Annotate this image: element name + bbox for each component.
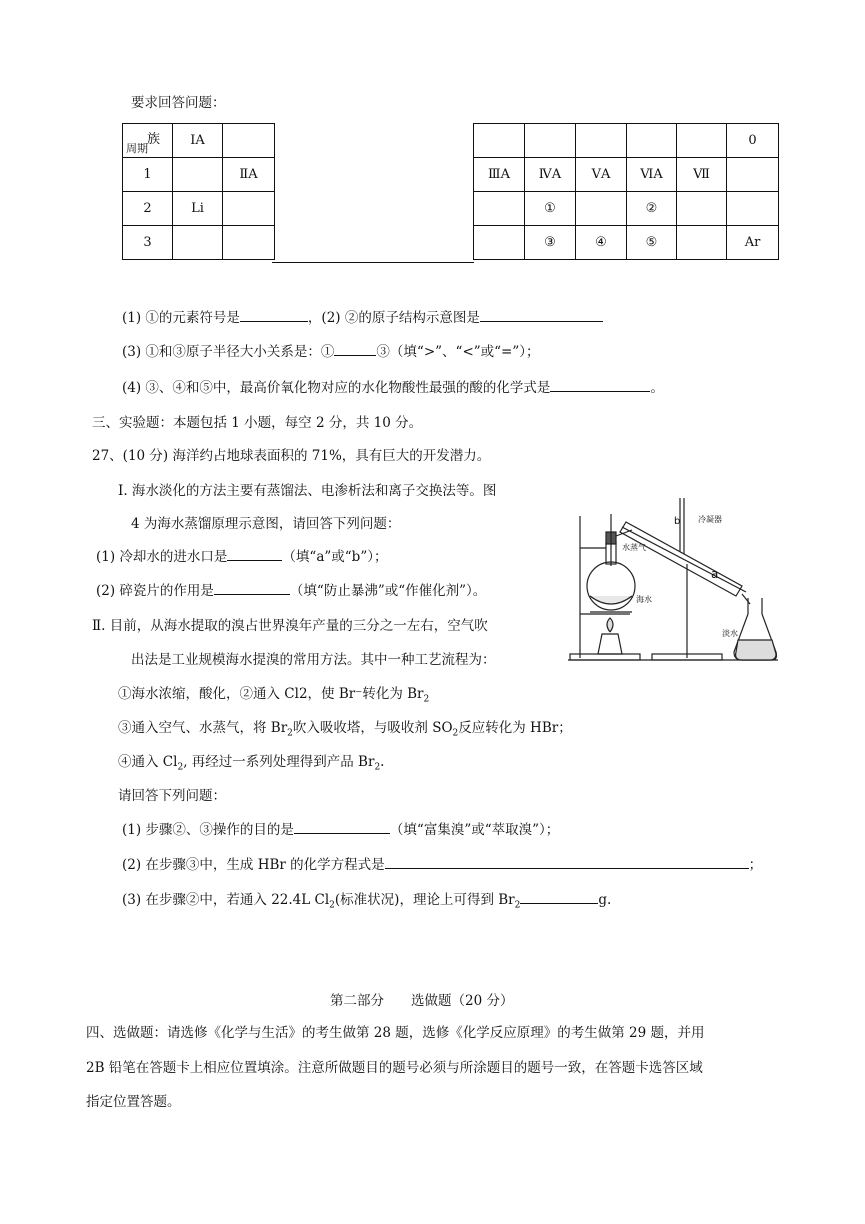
q27-a2 — [122, 853, 762, 873]
corner-period-label: 周期 — [126, 142, 148, 155]
answer-blank[interactable] — [294, 819, 390, 834]
step-text: , 再经过一系列处理得到产品 Br — [183, 754, 375, 770]
condenser-outer — [620, 522, 742, 596]
periodic-table-right — [473, 123, 779, 260]
intro-text: 要求回答问题： — [131, 95, 226, 111]
q26-text: ③（填“>”、“<”或“=”）； — [376, 344, 540, 360]
table-cell: ⅤA — [576, 158, 627, 192]
table-cell — [474, 124, 525, 158]
table-cell: ⅡA — [223, 158, 275, 192]
subscript: 2 — [374, 762, 381, 773]
q27-ask: 请回答下列问题： — [118, 788, 226, 804]
label-seawater: 海水 — [636, 595, 652, 604]
step4 — [118, 750, 384, 773]
adapter-tip — [742, 594, 750, 604]
answer-blank[interactable] — [227, 546, 282, 561]
answer-blank[interactable] — [480, 307, 603, 322]
table-bottom-line — [272, 262, 474, 263]
table-cell — [173, 226, 223, 260]
table-cell: ① — [525, 192, 576, 226]
step-text: ③通入空气、水蒸气，将 Br — [118, 720, 288, 736]
label-vapor: 水蒸气 — [622, 543, 646, 552]
q27-text: （填“防止暴沸”或“作催化剂”）。 — [289, 583, 487, 599]
q26-text: (3) ①和③原子半径大小关系是：① — [122, 344, 335, 360]
q26-text: ，(2) ②的原子结构示意图是 — [307, 310, 480, 326]
subscript: 2 — [452, 728, 459, 739]
table-cell: ③ — [525, 226, 576, 260]
q27-a3 — [122, 888, 611, 911]
q27-text: ； — [748, 857, 763, 873]
table-cell — [474, 226, 525, 260]
label-b: b — [674, 516, 681, 527]
label-a: a — [711, 567, 719, 581]
answer-blank[interactable] — [334, 341, 376, 356]
table-cell — [223, 226, 275, 260]
answer-blank[interactable] — [550, 377, 650, 392]
subscript: 2 — [423, 694, 430, 705]
q27-text: (1) 步骤②、③操作的目的是 — [122, 822, 294, 838]
period-cell: 2 — [123, 192, 173, 226]
distillation-apparatus-figure — [566, 494, 780, 666]
answer-blank[interactable] — [240, 307, 308, 322]
table-cell: Ⅶ — [677, 158, 727, 192]
step-text: 反应转化为 HBr； — [458, 720, 572, 736]
q27-part2-line2: 出法是工业规模海水提溴的常用方法。其中一种工艺流程为： — [131, 652, 496, 668]
q27-q2 — [96, 579, 486, 599]
section3-heading: 三、实验题：本题包括 1 小题，每空 2 分，共 10 分。 — [92, 415, 423, 431]
q27-part2-line1: Ⅱ. 目前，从海水提取的溴占世界溴年产量的三分之一左右，空气吹 — [92, 618, 488, 634]
label-condenser: 冷凝器 — [698, 515, 722, 524]
flame — [607, 618, 613, 632]
q26-text: 。 — [650, 380, 664, 396]
table-corner — [123, 124, 173, 158]
q27-text: g. — [598, 892, 612, 908]
q27-a1 — [122, 818, 559, 838]
part2-para-line1: 四、选做题：请选修《化学与生活》的考生做第 28 题，选修《化学反应原理》的考生做第 29 题，并用 — [86, 1025, 705, 1041]
table-cell: Ar — [727, 226, 779, 260]
table-cell: ④ — [576, 226, 627, 260]
q27-text: (标准状况)，理论上可得到 Br — [334, 892, 515, 908]
q26-text: (4) ③、④和⑤中，最高价氧化物对应的水化物酸性最强的酸的化学式是 — [122, 380, 551, 396]
answer-blank[interactable] — [214, 580, 290, 595]
table-cell — [576, 192, 627, 226]
table-cell: ⅠA — [173, 124, 223, 158]
q27-text: （填“a”或“b”）； — [282, 549, 388, 565]
step-text: ①海水浓缩，酸化，②通入 Cl2，使 Br⁻转化为 Br — [118, 686, 424, 702]
period-cell: 3 — [123, 226, 173, 260]
table-cell — [173, 158, 223, 192]
table-cell: ⑤ — [627, 226, 677, 260]
part2-title: 第二部分 选做题（20 分） — [330, 993, 514, 1009]
table-cell: Li — [173, 192, 223, 226]
table-cell — [627, 124, 677, 158]
table-cell — [223, 192, 275, 226]
part2-para-line2: 2B 铅笔在答题卡上相应位置填涂。注意所做题目的题号必须与所涂题目的题号一致，在答题卡选答区域 — [86, 1060, 703, 1076]
q27-title: 27、(10 分) 海洋约占地球表面积的 71%，具有巨大的开发潜力。 — [92, 448, 491, 464]
q27-text: (3) 在步骤②中，若通入 22.4L Cl — [122, 892, 330, 908]
subscript: 2 — [329, 900, 335, 911]
q26-text: (1) ①的元素符号是 — [122, 310, 240, 326]
step-text: 吹入吸收塔，与吸收剂 SO — [292, 720, 453, 736]
subscript: 2 — [514, 900, 521, 911]
q27-q1 — [96, 545, 387, 565]
answer-blank[interactable] — [385, 854, 749, 869]
table-cell: 0 — [727, 124, 779, 158]
q26-line1 — [122, 306, 603, 326]
table-cell — [727, 158, 779, 192]
step1 — [118, 682, 429, 705]
q27-part1-line1: Ⅰ. 海水淡化的方法主要有蒸馏法、电渗析法和离子交换法等。图 — [118, 483, 497, 499]
q26-line2 — [122, 340, 540, 360]
step-text: . — [380, 754, 385, 770]
burner — [598, 634, 622, 654]
table-cell: ⅣA — [525, 158, 576, 192]
table-cell — [223, 124, 275, 158]
answer-blank[interactable] — [520, 889, 598, 904]
table-cell — [727, 192, 779, 226]
seawater-level — [590, 596, 632, 604]
table-cell — [677, 192, 727, 226]
part2-para-line3: 指定位置答题。 — [86, 1094, 181, 1110]
table-cell — [677, 124, 727, 158]
table-cell — [474, 192, 525, 226]
subscript: 2 — [177, 762, 184, 773]
table-cell: ② — [627, 192, 677, 226]
q27-text: (1) 冷却水的进水口是 — [96, 549, 228, 565]
step3 — [118, 716, 572, 739]
q27-part1-line2: 4 为海水蒸馏原理示意图，请回答下列问题： — [131, 516, 401, 532]
label-fresh-water: 淡水 — [722, 629, 738, 638]
table-cell — [525, 124, 576, 158]
step-text: ④通入 Cl — [118, 754, 178, 770]
table-cell — [677, 226, 727, 260]
table-cell: ⅢA — [474, 158, 525, 192]
corner-group-label: 族 — [146, 132, 160, 147]
table-cell: ⅥA — [627, 158, 677, 192]
subscript: 2 — [287, 728, 293, 739]
q27-text: (2) 在步骤③中，生成 HBr 的化学方程式是 — [122, 857, 385, 873]
table-cell — [576, 124, 627, 158]
q26-line3 — [122, 376, 664, 396]
period-cell: 1 — [123, 158, 173, 192]
q27-text: (2) 碎瓷片的作用是 — [96, 583, 214, 599]
q27-text: （填“富集溴”或“萃取溴”）； — [389, 822, 560, 838]
periodic-table-left — [122, 123, 275, 260]
fresh-water-level — [736, 640, 776, 660]
